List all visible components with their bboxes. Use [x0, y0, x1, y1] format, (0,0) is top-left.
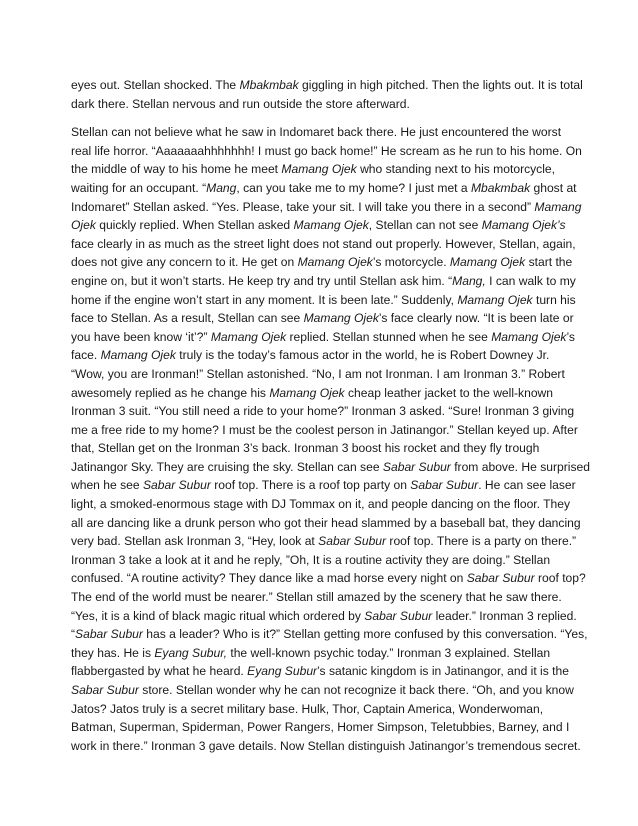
text-line [71, 309, 578, 328]
text-segment: face. [71, 348, 101, 363]
text-segment: The end of the world must be nearer.” Stellan still amazed by the scenery that he saw there. [71, 590, 562, 605]
italic-text: Sabar Subur [382, 459, 451, 474]
text-line [71, 588, 578, 607]
text-segment: Jatos? Jatos truly is a secret military base. Hulk, Thor, Captain America, Wonderwoman, [71, 701, 544, 716]
italic-text: Mamang Ojek [281, 162, 357, 177]
text-line [71, 384, 578, 403]
text-segment: truly is the today’s famous actor in the world, he is Robert Downey Jr. [175, 348, 550, 363]
italic-text: Mamang Ojek [297, 255, 373, 270]
text-line [71, 644, 578, 663]
text-segment: when he see [71, 478, 143, 493]
text-segment: cheap leather jacket to the well-known [344, 385, 554, 400]
text-segment: “ [71, 627, 76, 642]
text-line [71, 123, 578, 142]
text-segment: store. Stellan wonder why he can not recognize it back there. “Oh, and you know [138, 683, 574, 697]
text-line [71, 551, 578, 570]
text-line [71, 160, 578, 179]
italic-text: Mbakmbak [239, 78, 299, 92]
text-segment: roof top. There is a party on there.” [386, 534, 577, 549]
paragraph [71, 123, 590, 755]
text-line [71, 142, 582, 161]
italic-text: Sabar Subur [410, 478, 479, 493]
text-line [71, 439, 578, 458]
italic-text: Sabar Subur [142, 478, 211, 493]
text-line [71, 365, 578, 384]
text-segment: leader.” Ironman 3 replied. [432, 608, 577, 623]
text-segment: you have been know ‘it’?” [71, 329, 211, 344]
text-segment: awesomely replied as he change his [71, 385, 270, 400]
text-line [71, 291, 578, 310]
text-segment: eyes out. Stellan shocked. The [71, 78, 240, 92]
text-segment: work in there.” Ironman 3 gave details. Now Stellan distinguish Jatinangor’s tremendous secret. [71, 738, 581, 753]
italic-text: Sabar Subur [71, 683, 139, 697]
italic-text: Sabar Subur [75, 627, 143, 642]
text-segment: dark there. Stellan nervous and run outside the store afterward. [71, 96, 410, 111]
document-body [71, 76, 590, 755]
italic-text: Mamang Ojek [491, 329, 567, 344]
text-segment: Ironman 3 suit. “You still need a ride to your home?” Ironman 3 asked. “Sure! Ironman 3 giving [71, 404, 575, 419]
text-line [71, 253, 578, 272]
text-segment: I can walk to my [485, 273, 576, 288]
text-segment: face to Stellan. As a result, Stellan can see [71, 311, 304, 326]
text-segment: home if the engine won’t start in any moment. It is been late.” Suddenly, [71, 292, 458, 307]
text-segment: confused. “A routine activity? They dance like a mad horse every night on [71, 571, 467, 586]
text-segment: ’s motorcycle. [372, 255, 450, 270]
text-segment: “Yes, it is a kind of black magic ritual which ordered by [71, 608, 365, 623]
italic-text: Mang, [452, 273, 486, 288]
text-segment: very bad. Stellan ask Ironman 3, “Hey, look at [71, 534, 319, 549]
text-line [71, 346, 578, 365]
text-line [71, 681, 578, 700]
text-line [71, 198, 582, 217]
paragraph [71, 76, 583, 113]
text-segment: turn his [532, 292, 576, 307]
text-line [71, 95, 578, 114]
text-segment: who standing next to his motorcycle, [356, 162, 556, 177]
italic-text: Eyang Subur, [154, 645, 227, 660]
text-line [71, 532, 578, 551]
text-segment: , Stellan can not see [368, 218, 482, 233]
text-segment: they has. He is [71, 645, 155, 660]
text-segment: light, a smoked-enormous stage with DJ Tommax on it, and people dancing on the floor. They [71, 497, 571, 512]
text-segment: ’s face clearly now. “It is been late or [378, 311, 574, 326]
text-segment: face clearly in as much as the street light does not stand out properly. However, Stellan, again, [71, 236, 576, 251]
text-segment: ’s satanic kingdom is in Jatinangor, and it is the [317, 664, 569, 679]
italic-text: Mbakmbak [470, 180, 531, 195]
text-line [71, 718, 578, 737]
text-line [71, 514, 581, 533]
text-line [71, 272, 578, 291]
text-line [71, 235, 578, 254]
italic-text: Mamang Ojek’s [481, 218, 566, 233]
italic-text: Ojek [71, 218, 96, 233]
text-segment: engine on, but it won’t starts. He keep try and try until Stellan ask him. “ [71, 273, 453, 288]
italic-text: Mamang Ojek [210, 329, 287, 344]
italic-text: Sabar Subur [466, 571, 535, 586]
text-line [71, 495, 578, 514]
text-line [71, 216, 578, 235]
text-segment: Batman, Superman, Spiderman, Power Rangers, Homer Simpson, Teletubbies, Barney, and I [71, 720, 570, 735]
text-segment: flabbergasted by what he heard. [71, 664, 248, 679]
italic-text: Sabar Subur [318, 534, 387, 549]
text-line [71, 76, 583, 95]
text-segment: all are dancing like a drunk person who got their head slammed by a baseball bat, they dancing [71, 515, 581, 530]
text-segment: roof top? [534, 571, 586, 586]
text-line [71, 569, 586, 588]
text-segment: waiting for an occupant. “ [71, 180, 207, 195]
text-segment: . He can see laser [478, 478, 576, 493]
text-segment: that, Stellan get on the Ironman 3’s back. Ironman 3 boost his rocket and they fly trough [71, 441, 540, 456]
text-line [71, 700, 578, 719]
text-line [71, 328, 578, 347]
text-line [71, 458, 590, 477]
text-segment: Ironman 3 take a look at it and he reply, ”Oh, It is a routine activity they are doing.” Stellan [71, 552, 551, 567]
text-segment: Indomaret” Stellan asked. “Yes. Please, take your sit. I will take you there in a second” [71, 199, 535, 214]
text-segment: me a free ride to my home? I must be the coolest person in Jatinangor.” Stellan keyed up. After [71, 422, 578, 437]
italic-text: Mamang Ojek [100, 348, 176, 363]
text-segment: “Wow, you are Ironman!” Stellan astonished. “No, I am not Ironman. I am Ironman 3.” Robert [71, 366, 565, 381]
text-segment: Jatinangor Sky. They are cruising the sky. Stellan can see [71, 459, 383, 474]
italic-text: Mamang Ojek [457, 292, 533, 307]
text-segment: start the [525, 255, 573, 270]
italic-text: Mang [206, 180, 237, 195]
text-segment: roof top. There is a roof top party on [210, 478, 411, 493]
text-segment: giggling in high pitched. Then the lights out. It is total [298, 78, 583, 92]
italic-text: Mamang Ojek [293, 218, 369, 233]
text-segment: ghost at [530, 180, 577, 195]
text-segment: replied. Stellan stunned when he see [286, 329, 492, 344]
text-line [71, 476, 578, 495]
text-segment: from above. He surprised [450, 459, 590, 474]
text-line [71, 402, 578, 421]
text-segment: the middle of way to his home he meet [71, 162, 282, 177]
text-segment: quickly replied. When Stellan asked [95, 218, 294, 233]
italic-text: Mamang [534, 199, 582, 214]
text-segment: has a leader? Who is it?” Stellan getting more confused by this conversation. “Yes, [142, 627, 588, 642]
italic-text: Mamang Ojek [269, 385, 345, 400]
text-line [71, 179, 578, 198]
text-line [71, 607, 578, 626]
text-segment: ’s [566, 329, 575, 344]
text-segment: , can you take me to my home? I just met a [236, 180, 471, 195]
text-line [71, 625, 588, 644]
text-line [71, 737, 581, 756]
text-segment: Stellan can not believe what he saw in Indomaret back there. He just encountered the worst [71, 125, 562, 140]
text-segment: the well-known psychic today.” Ironman 3 explained. Stellan [226, 645, 551, 660]
italic-text: Sabar Subur [364, 608, 433, 623]
italic-text: Mamang Ojek [303, 311, 379, 326]
italic-text: Mamang Ojek [449, 255, 526, 270]
text-line [71, 662, 578, 681]
text-segment: does not give any concern to it. He get on [71, 255, 298, 270]
text-segment: real life horror. “Aaaaaaahhhhhhh! I must go back home!” He scream as he run to his home. On [71, 143, 582, 158]
italic-text: Eyang Subur [247, 664, 318, 679]
text-line [71, 421, 578, 440]
